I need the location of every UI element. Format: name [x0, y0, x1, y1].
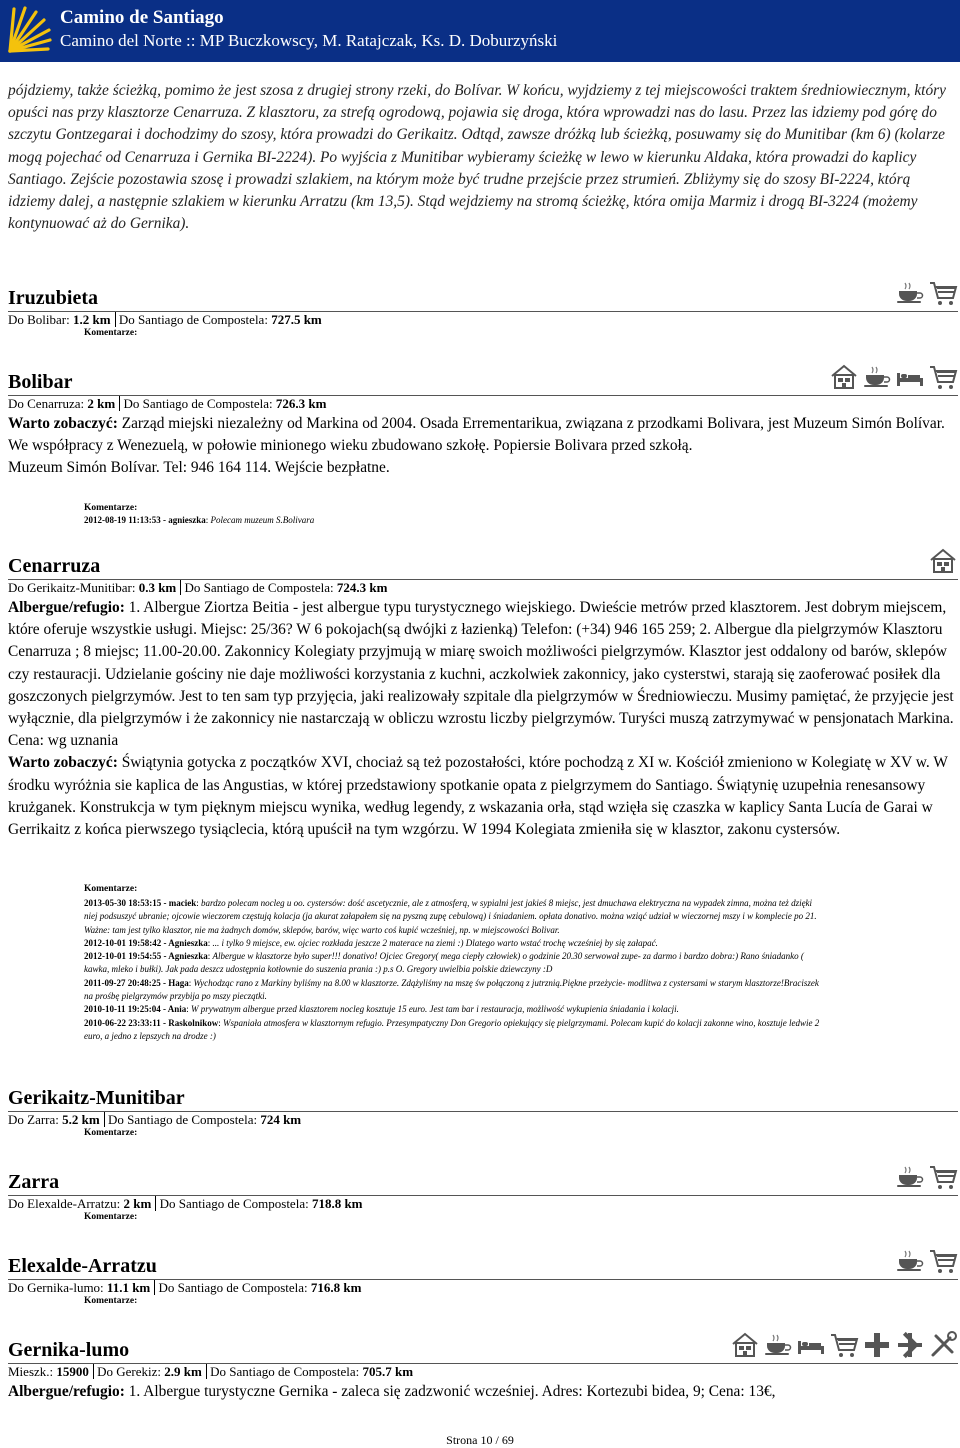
- comment-text: Albergue w klasztorze było super!!! donativo! Ojciec Gregory( mega ciepły człowiek) o godzinie 20.30 serwował zupe- za darmo i bardzo dobra:) Rano śniadanko ( kawka, mleko i bułki). Jak pada deszcz udostępnia kotłownie do suszenia prania :) p.s O. Gregory uwielbia polskie dziewczyny :D: [84, 951, 804, 975]
- comment-separator: :: [196, 898, 201, 908]
- cafe-icon: [895, 1162, 925, 1192]
- section-cenarruza: [8, 554, 958, 1041]
- albergue-text: 1. Albergue turystyczne Gernika - zaleca się zadzwonić wcześniej. Adres: Kortezubi bidea, 9; Cena: 13€,: [128, 1383, 776, 1400]
- cafe-icon: [763, 1330, 793, 1360]
- comment-separator: :: [207, 937, 213, 948]
- albergue-label: Albergue/refugio:: [8, 1383, 125, 1400]
- comment-text: ... i tylko 9 miejsce, ew. ojciec rozkłada jeszcze 2 materace na ziemi :) Dlatego warto wstać trochę wcześniej by się załapać.: [212, 937, 658, 948]
- extra-text: Muzeum Simón Bolívar. Tel: 946 164 114. Wejście bezpłatne.: [8, 459, 390, 477]
- section-zarra: [8, 1170, 958, 1222]
- comment-meta: 2011-09-27 20:48:25 - Haga: [84, 977, 189, 988]
- shop-icon: [928, 1246, 958, 1276]
- albergue-icon: [829, 362, 859, 392]
- section-bolibar: [8, 370, 958, 525]
- warto-text: Zarząd miejski niezależny od Markina od 2004. Osada Errementarikua, związana z przodkami Bolivara, jest Muzeum Simón Bolívar. We współpracy z Wenezuelą, w połowie minionego wieku zbudowano szkołę. Popiersie Bolivara przed szkołą.: [8, 415, 945, 455]
- comment-meta: 2010-06-22 23:33:11 - Raskolnikow: [84, 1017, 219, 1028]
- comments-label: Komentarze:: [84, 884, 138, 894]
- section-gerikaitz-munitibar: [8, 1086, 958, 1138]
- site-subtitle: Camino del Norte :: MP Buczkowscy, M. Ratajczak, Ks. D. Doburzyński: [60, 31, 558, 50]
- distance-label: Do Santiago de Compostela:: [104, 1112, 261, 1127]
- distance-line: [8, 396, 326, 412]
- albergue-icon: [730, 1330, 760, 1360]
- comment-meta: 2012-10-01 19:54:55 - Agnieszka: [84, 951, 208, 962]
- distance-value: 15900: [56, 1364, 89, 1379]
- distance-label: Do Santiago de Compostela:: [206, 1364, 363, 1379]
- comment-item: [84, 977, 822, 1004]
- distance-value: 11.1 km: [106, 1280, 151, 1295]
- section-iruzubieta: [8, 286, 958, 338]
- section-icons: [895, 278, 958, 308]
- section-icons: [895, 1246, 958, 1276]
- pharmacy-icon: [862, 1330, 892, 1360]
- bed-icon: [796, 1330, 826, 1360]
- comment-text: W prywatnym albergue przed klasztorem nocleg kosztuje 15 euro. Jest tam bar i restauracja, możliwość wykupienia śniadania i kolacji.: [191, 1004, 679, 1015]
- section-title: Zarra: [8, 1171, 60, 1193]
- comments-label: Komentarze:: [84, 1128, 138, 1138]
- comment-meta: 2012-10-01 19:58:42 - Agnieszka: [84, 937, 208, 948]
- distance-line: [8, 1364, 413, 1380]
- distance-label: Mieszk.:: [8, 1364, 57, 1379]
- distance-label: Do Bolibar:: [8, 312, 73, 327]
- albergue-text: 1. Albergue Ziortza Beitia - jest albergue typu turystycznego wiejskiego. Dwieście metrów przed klasztorem. Jest dobrym miejscem, które oferuje wszystkie usługi. Miejsc: 25/36? W 6 pokojach(są dwójki z łazienką) Telefon: (+34) 946 165 259; 2. Albergue dla pielgrzymów Klasztoru Cenarruza ; 8 miejsc; 11.00-20.00. Zakonnicy Kolegiaty przyjmują w miarę swoich możliwości pielgrzymów. Klasztor jest oddalony od barów, sklepów czy restauracji. Udzielanie gościny nie daje możliwości korzystania z kuchni, aczkolwiek zakonnicy, jako cysterstwi, starają się zaoferować posiłek dla goszczonych pielgrzymów. Jest to ten sam typ przyjęcia, jaki realizowały szpitale dla pielgrzymów w Średniowieczu. Musimy pamiętać, że przyjęcie jest wyłącznie, dla pielgrzymów i że zakonnicy nie nastarczają w obliczu wzrostu liczby pielgrzymów. Turyści muszą zatrzymywać w pensjonatach Markina. Cena: wg uznania: [8, 599, 954, 750]
- section-gernika-lumo: [8, 1338, 958, 1400]
- distance-value: 2 km: [87, 396, 116, 411]
- comments-label: Komentarze:: [84, 1296, 138, 1306]
- bed-icon: [895, 362, 925, 392]
- distance-label: Do Santiago de Compostela:: [155, 1280, 311, 1295]
- distance-label: Do Zarra:: [8, 1112, 63, 1127]
- site-title: Camino de Santiago: [60, 7, 224, 28]
- albergue-label: Albergue/refugio:: [8, 599, 125, 616]
- distance-value: 716.8 km: [310, 1280, 362, 1295]
- section-icons: [928, 546, 958, 576]
- section-title: Gernika-lumo: [8, 1339, 130, 1361]
- comment-item: [84, 1017, 822, 1044]
- distance-value: 724 km: [260, 1112, 302, 1127]
- distance-label: Do Elexalde-Arratzu:: [8, 1196, 124, 1211]
- comment-text: Wychodząc rano z Markiny byliśmy na 8.00 w klasztorze. Zdążyliśmy na mszę św połączoną z jutrznią.Piękne przeżycie- modlitwa z cystersami w starym klasztorze!Braciszek na prośbę pielgrzymów przybija po mszy pieczątki.: [84, 977, 819, 1002]
- section-title: Cenarruza: [8, 555, 101, 577]
- distance-label: Do Santiago de Compostela:: [156, 1196, 312, 1211]
- cafe-icon: [895, 1246, 925, 1276]
- section-body: [8, 597, 956, 841]
- distance-line: [8, 1112, 301, 1128]
- page-header: [0, 0, 960, 62]
- comments-label: Komentarze:: [84, 328, 138, 338]
- comment-item: [84, 514, 822, 527]
- distance-value: 726.3 km: [275, 396, 327, 411]
- comment-separator: :: [218, 1017, 224, 1028]
- section-icons: [829, 362, 958, 392]
- distance-value: 705.7 km: [362, 1364, 414, 1379]
- comment-separator: :: [186, 1004, 192, 1015]
- distance-line: [8, 1280, 361, 1296]
- shop-icon: [928, 362, 958, 392]
- section-title: Gerikaitz-Munitibar: [8, 1087, 185, 1109]
- comment-text: bardzo polecam nocleg u oo. cystersów: dość ascetycznie, ale z atmosferą, w sypialni jest jakieś 8 miejsc, jest dmuchawa elektryczna na wypadek zimna, można też dzięki niej podsuszyć ubranie; ojcowie wieczorem częstują kolacja (ja akurat załapałem się na pyszną zupę cebulową) i śniadaniem. opłata donativo. można wziąć udział w wieczornej mszy i w komplecie po 21. Ważne: tam jest tylko klasztor, nie ma żadnych domów, sklepów, barów, więc warto coś kupić wcześniej, np. w miejscowości Bolivar.: [84, 898, 817, 935]
- comment-item: [84, 950, 822, 977]
- section-title: Elexalde-Arratzu: [8, 1255, 157, 1277]
- distance-label: Do Santiago de Compostela:: [181, 580, 337, 595]
- section-title: Bolibar: [8, 371, 73, 393]
- distance-value: 724.3 km: [336, 580, 388, 595]
- shop-icon: [928, 278, 958, 308]
- comment-separator: :: [188, 977, 194, 988]
- section-icons: [730, 1330, 958, 1360]
- section-title: Iruzubieta: [8, 287, 98, 309]
- comment-text: Polecam muzeum S.Bolivara: [210, 515, 315, 525]
- distance-line: [8, 1196, 363, 1212]
- camino-shell-logo: [4, 3, 54, 57]
- shop-icon: [928, 1162, 958, 1192]
- comments-list: [84, 897, 822, 1043]
- shop-icon: [829, 1330, 859, 1360]
- comment-meta: 2013-05-30 18:53:15 - maciek: [84, 898, 197, 908]
- comment-text: Wspaniała atmosfera w klasztornym refugio. Przesympatyczny Don Gregorio opiekujący się pielgrzymami. Polecam kupić do kolacji zakonne wino, kosztuje ledwie 2 euro, a jedno z lepszych na drodze :): [84, 1017, 820, 1041]
- section-body: [8, 1381, 956, 1403]
- cafe-icon: [862, 362, 892, 392]
- comment-item: [84, 937, 822, 950]
- comment-item: [84, 897, 822, 937]
- comments-label: Komentarze:: [84, 1212, 138, 1222]
- comment-meta: 2010-10-11 19:25:04 - Ania: [84, 1004, 187, 1015]
- distance-value: 1.2 km: [73, 312, 111, 327]
- comments-label: Komentarze:: [84, 503, 138, 513]
- section-icons: [895, 1162, 958, 1192]
- distance-line: [8, 312, 322, 328]
- section-body: [8, 413, 956, 480]
- warto-label: Warto zobaczyć:: [8, 754, 118, 772]
- intro-paragraph: pójdziemy, także ścieżką, pomimo że jest szosa z drugiej strony rzeki, do Bolívar. W końcu, wyjdziemy z tej miejscowości traktem średniowiecznym, który opuści nas przy klasztorze Cenarruza. Z klasztoru, za strefą ogrodową, pojawia się droga, która wprowadzi nas do lasu. Przez las idziemy pod górę do szczytu Gontzegarai i dochodzimy do szosy, która prowadzi do Gerikaitz. Odtąd, zawsze dróżką lub ścieżką, posuwamy się do Munitibar (km 6) (kolarze mogą pojechać od Cenarruza i Gernika BI-2224). Po wyjścia z Munitibar wybieramy ścieżkę w lewo w kierunku Aldaka, która prowadzi do kaplicy Santiago. Zejście pozostawia szosę i prowadzi szlakiem, na którym może być trudne przejście przez strumień. Zbliżymy się do szosy BI-2224, którą idziemy dalej, a następnie szlakiem w kierunku Arratzu (km 13,5). Stąd wejdziemy na stromą ścieżkę, która omija Marmiz i drogą BI-3224 (możemy kontynuować aż do Gernika).: [8, 82, 946, 233]
- distance-label: Do Gernika-lumo:: [8, 1280, 107, 1295]
- distance-label: Do Cenarruza:: [8, 396, 88, 411]
- distance-value: 718.8 km: [311, 1196, 363, 1211]
- warto-label: Warto zobaczyć:: [8, 415, 118, 432]
- tools-icon: [928, 1330, 958, 1360]
- warto-text: Świątynia gotycka z początków XVI, chociaż są też pozostałości, które pochodzą z XI w. Kościół zmieniono w Kolegiatę w XV w. W środku wyróżnia sie kaplica de las Angustias, w której przedstawiony spotkanie opata z pielgrzymem do Santiago. Świątynię uzupełnia renesansowy krużganek. Konstrukcja w tym pięknym miejscu wynika, według legendy, z wskazania orła, stąd wzięła się czaszka w kaplicy Santa Lucía de Garai w Gerrikaitz z końca pierwszego tysiąclecia, którą upuścił na tym wzgórzu. W 1994 Kolegiata zmieniła się w klasztor, zakonu cystersów.: [8, 754, 948, 839]
- distance-label: Do Gerekiz:: [93, 1364, 165, 1379]
- distance-value: 2.9 km: [164, 1364, 202, 1379]
- distance-label: Do Gerikaitz-Munitibar:: [8, 580, 139, 595]
- distance-value: 727.5 km: [271, 312, 322, 327]
- albergue-icon: [928, 546, 958, 576]
- distance-line: [8, 580, 387, 596]
- distance-value: 0.3 km: [138, 580, 177, 595]
- distance-label: Do Santiago de Compostela:: [115, 312, 272, 327]
- distance-value: 5.2 km: [62, 1112, 100, 1127]
- comments-list: [84, 514, 822, 527]
- comment-separator: :: [207, 951, 213, 962]
- comment-item: [84, 1003, 822, 1016]
- medical-icon: [895, 1330, 925, 1360]
- distance-label: Do Santiago de Compostela:: [120, 396, 276, 411]
- distance-value: 2 km: [123, 1196, 152, 1211]
- comment-separator: :: [205, 515, 211, 525]
- section-elexalde-arratzu: [8, 1254, 958, 1306]
- cafe-icon: [895, 278, 925, 308]
- page-number: Strona 10 / 69: [446, 1433, 514, 1447]
- comment-meta: 2012-08-19 11:13:53 - agnieszka: [84, 515, 206, 525]
